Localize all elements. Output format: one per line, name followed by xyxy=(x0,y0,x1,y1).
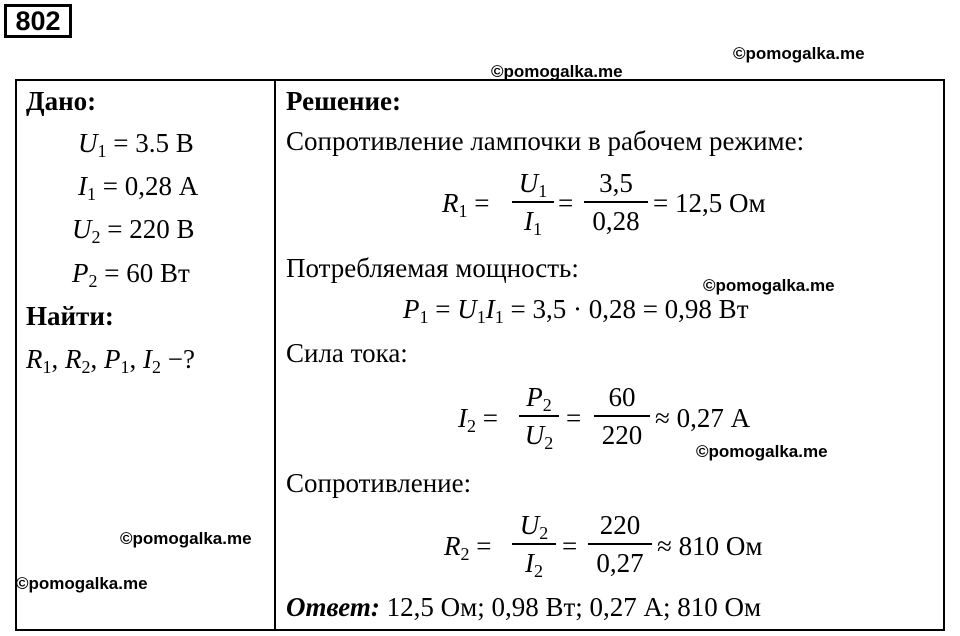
solution-heading: Решение: xyxy=(286,86,401,116)
watermark: ©pomogalka.me xyxy=(733,44,865,63)
fraction: 60 220 xyxy=(594,384,650,449)
formula-lhs: $R_1$ = xyxy=(442,188,490,221)
equals-sign: = xyxy=(562,531,578,561)
answer xyxy=(286,594,761,621)
fraction: 220 0,27 xyxy=(588,512,652,577)
given-line: $U_2 = 220$ В xyxy=(72,214,195,247)
step-text: Сила тока: xyxy=(286,338,408,368)
formula-result: ≈ 810 Ом xyxy=(657,531,763,561)
find-heading: Найти: xyxy=(26,301,114,331)
formula-lhs: $R_2$ = xyxy=(444,531,492,564)
answer-text: 12,5 Ом; 0,98 Вт; 0,27 А; 810 Ом xyxy=(379,592,762,622)
fraction: 3,5 0,28 xyxy=(584,170,648,235)
given-line: $P_2 = 60$ Вт xyxy=(72,258,190,291)
fraction: $P_2$ $U_2$ xyxy=(519,384,559,449)
step-text: Сопротивление: xyxy=(286,468,472,498)
find-list: $R_1$, $R_2$, $P_1$, $I_2$ −? xyxy=(26,344,195,377)
answer-label: Ответ: xyxy=(286,592,380,622)
formula-result: = 12,5 Ом xyxy=(653,188,766,218)
watermark: ©pomogalka.me xyxy=(703,276,835,295)
equals-sign: = xyxy=(566,403,582,433)
column-divider xyxy=(274,79,276,631)
formula-line: $P_1 = U_1I_1 = 3,5 \cdot 0,28 = 0,98$ Вт xyxy=(403,294,749,327)
watermark: ©pomogalka.me xyxy=(120,529,252,548)
fraction: $U_2$ $I_2$ xyxy=(512,512,556,577)
problem-number: 802 xyxy=(4,4,72,38)
equals-sign: = xyxy=(558,188,574,218)
given-line: $I_1 = 0,28$ А xyxy=(78,171,199,204)
step-text: Сопротивление лампочки в рабочем режиме: xyxy=(286,126,805,156)
fraction: $U_1$ $I_1$ xyxy=(512,170,554,235)
given-line: $U_1 = 3.5$ В xyxy=(78,128,194,161)
given-heading: Дано: xyxy=(26,86,97,116)
watermark: ©pomogalka.me xyxy=(16,574,148,593)
formula-lhs: $I_2$ = xyxy=(458,403,498,436)
formula-result: ≈ 0,27 А xyxy=(655,403,751,433)
watermark: ©pomogalka.me xyxy=(491,62,623,81)
step-text: Потребляемая мощность: xyxy=(286,253,579,283)
watermark: ©pomogalka.me xyxy=(696,442,828,461)
